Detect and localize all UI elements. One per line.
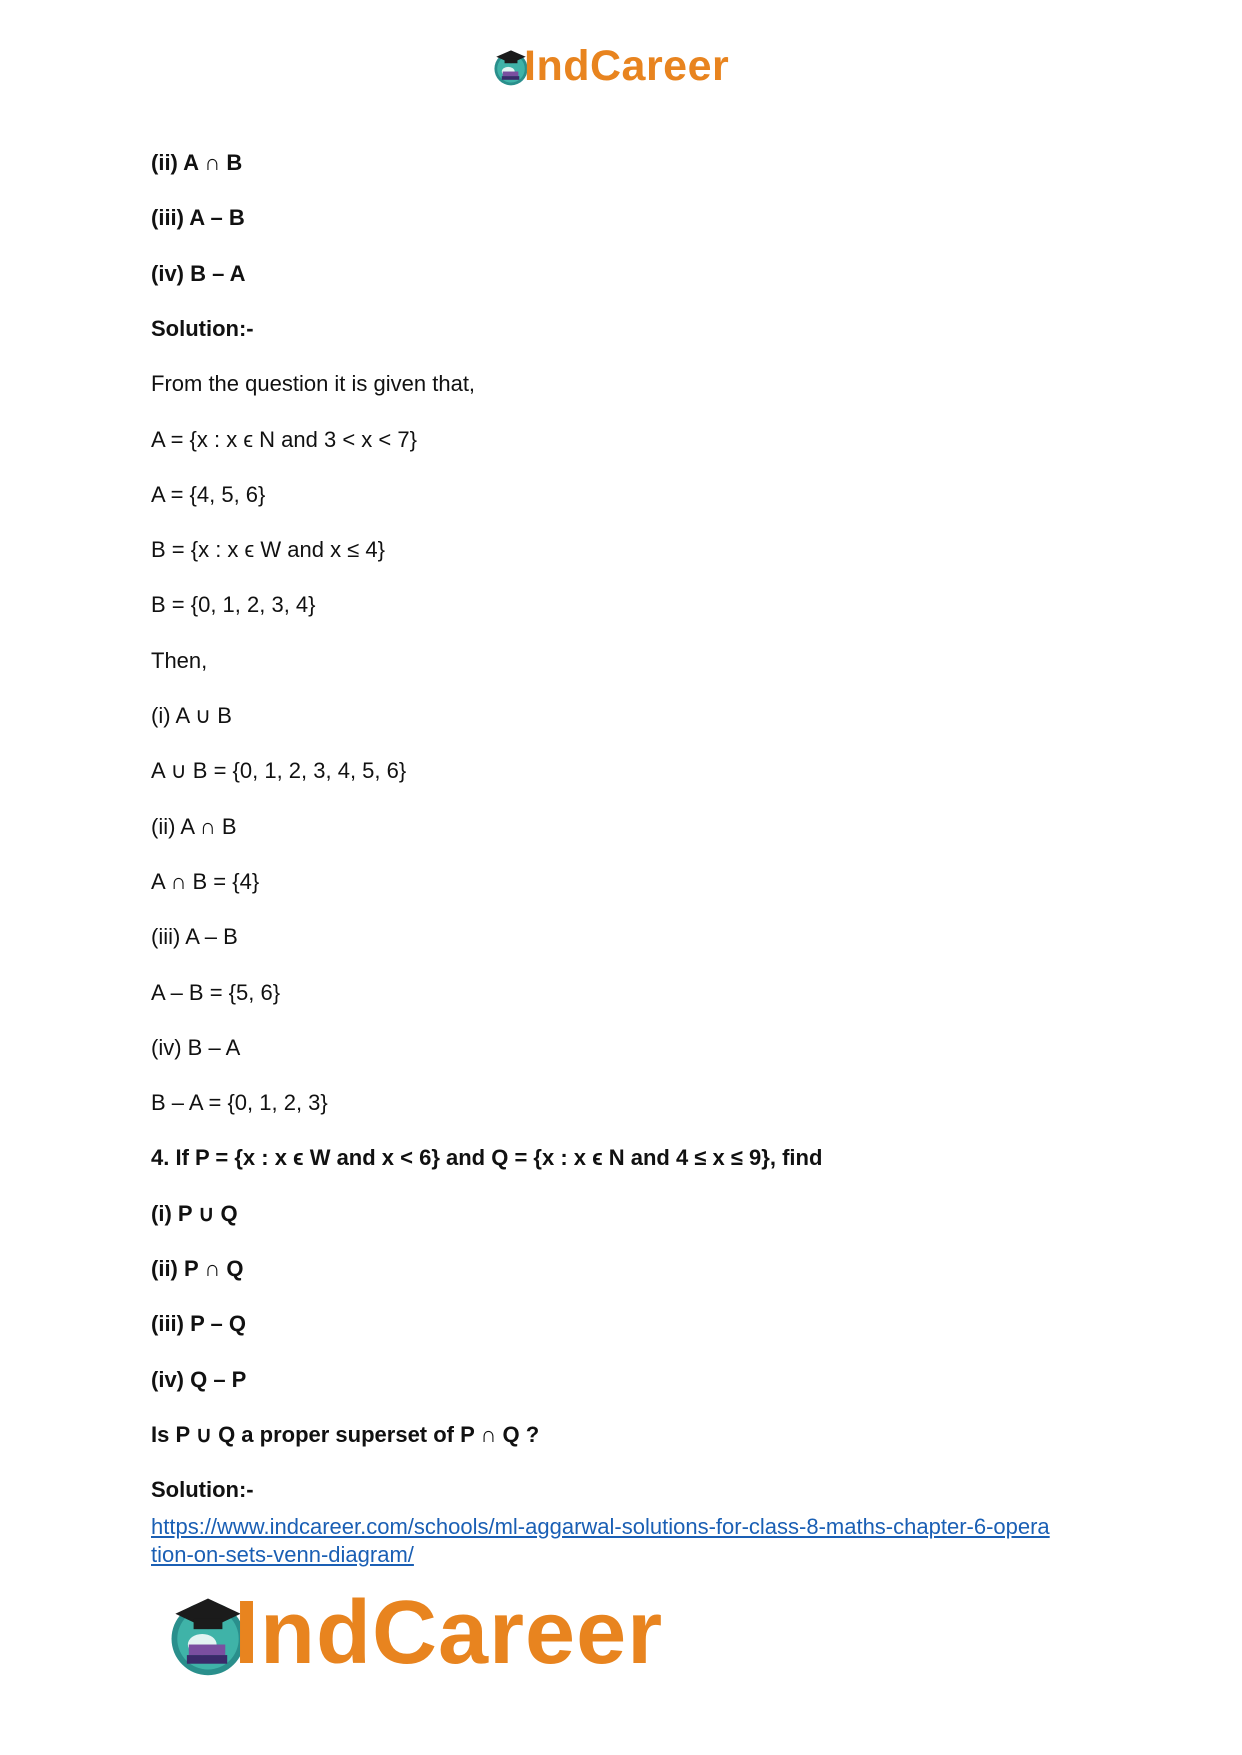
- solution-link-line-2[interactable]: tion-on-sets-venn-diagram/: [151, 1542, 414, 1567]
- text-line: (ii) A ∩ B: [151, 150, 243, 175]
- logo-text: IndCareer: [524, 41, 730, 90]
- text-line: (iv) B – A: [151, 1035, 241, 1060]
- text-line: (iii) A – B: [151, 205, 245, 230]
- text-line: (i) A ∪ B: [151, 703, 232, 728]
- text-line: B = {x : x ϵ W and x ≤ 4}: [151, 537, 385, 562]
- text-line: (iii) P – Q: [151, 1311, 246, 1336]
- footer-logo: [160, 1578, 663, 1688]
- text-line: From the question it is given that,: [151, 371, 476, 396]
- text-line: (iii) A – B: [151, 924, 238, 949]
- logo-text: IndCareer: [234, 1583, 664, 1683]
- text-line: B = {0, 1, 2, 3, 4}: [151, 592, 316, 617]
- text-line: B – A = {0, 1, 2, 3}: [151, 1090, 328, 1115]
- text-line: (iv) Q – P: [151, 1367, 247, 1392]
- text-line: Solution:-: [151, 1477, 254, 1502]
- header-logo: [488, 42, 729, 90]
- text-line: A – B = {5, 6}: [151, 980, 281, 1005]
- text-line: (ii) A ∩ B: [151, 814, 237, 839]
- text-line: 4. If P = {x : x ϵ W and x < 6} and Q = {x : x ϵ N and 4 ≤ x ≤ 9}, find: [151, 1145, 823, 1170]
- text-line: Is P ∪ Q a proper superset of P ∩ Q ?: [151, 1422, 540, 1447]
- text-line: (iv) B – A: [151, 261, 246, 286]
- text-line: (ii) P ∩ Q: [151, 1256, 244, 1281]
- text-line: A = {4, 5, 6}: [151, 482, 266, 507]
- text-line: A ∩ B = {4}: [151, 869, 260, 894]
- text-line: (i) P ∪ Q: [151, 1201, 238, 1226]
- text-line: Then,: [151, 648, 208, 673]
- solution-link-line-1[interactable]: https://www.indcareer.com/schools/ml-aggarwal-solutions-for-class-8-maths-chapter-6-opera: [151, 1514, 1050, 1539]
- text-line: A = {x : x ϵ N and 3 < x < 7}: [151, 427, 417, 452]
- text-line: A ∪ B = {0, 1, 2, 3, 4, 5, 6}: [151, 758, 407, 783]
- text-line: Solution:-: [151, 316, 254, 341]
